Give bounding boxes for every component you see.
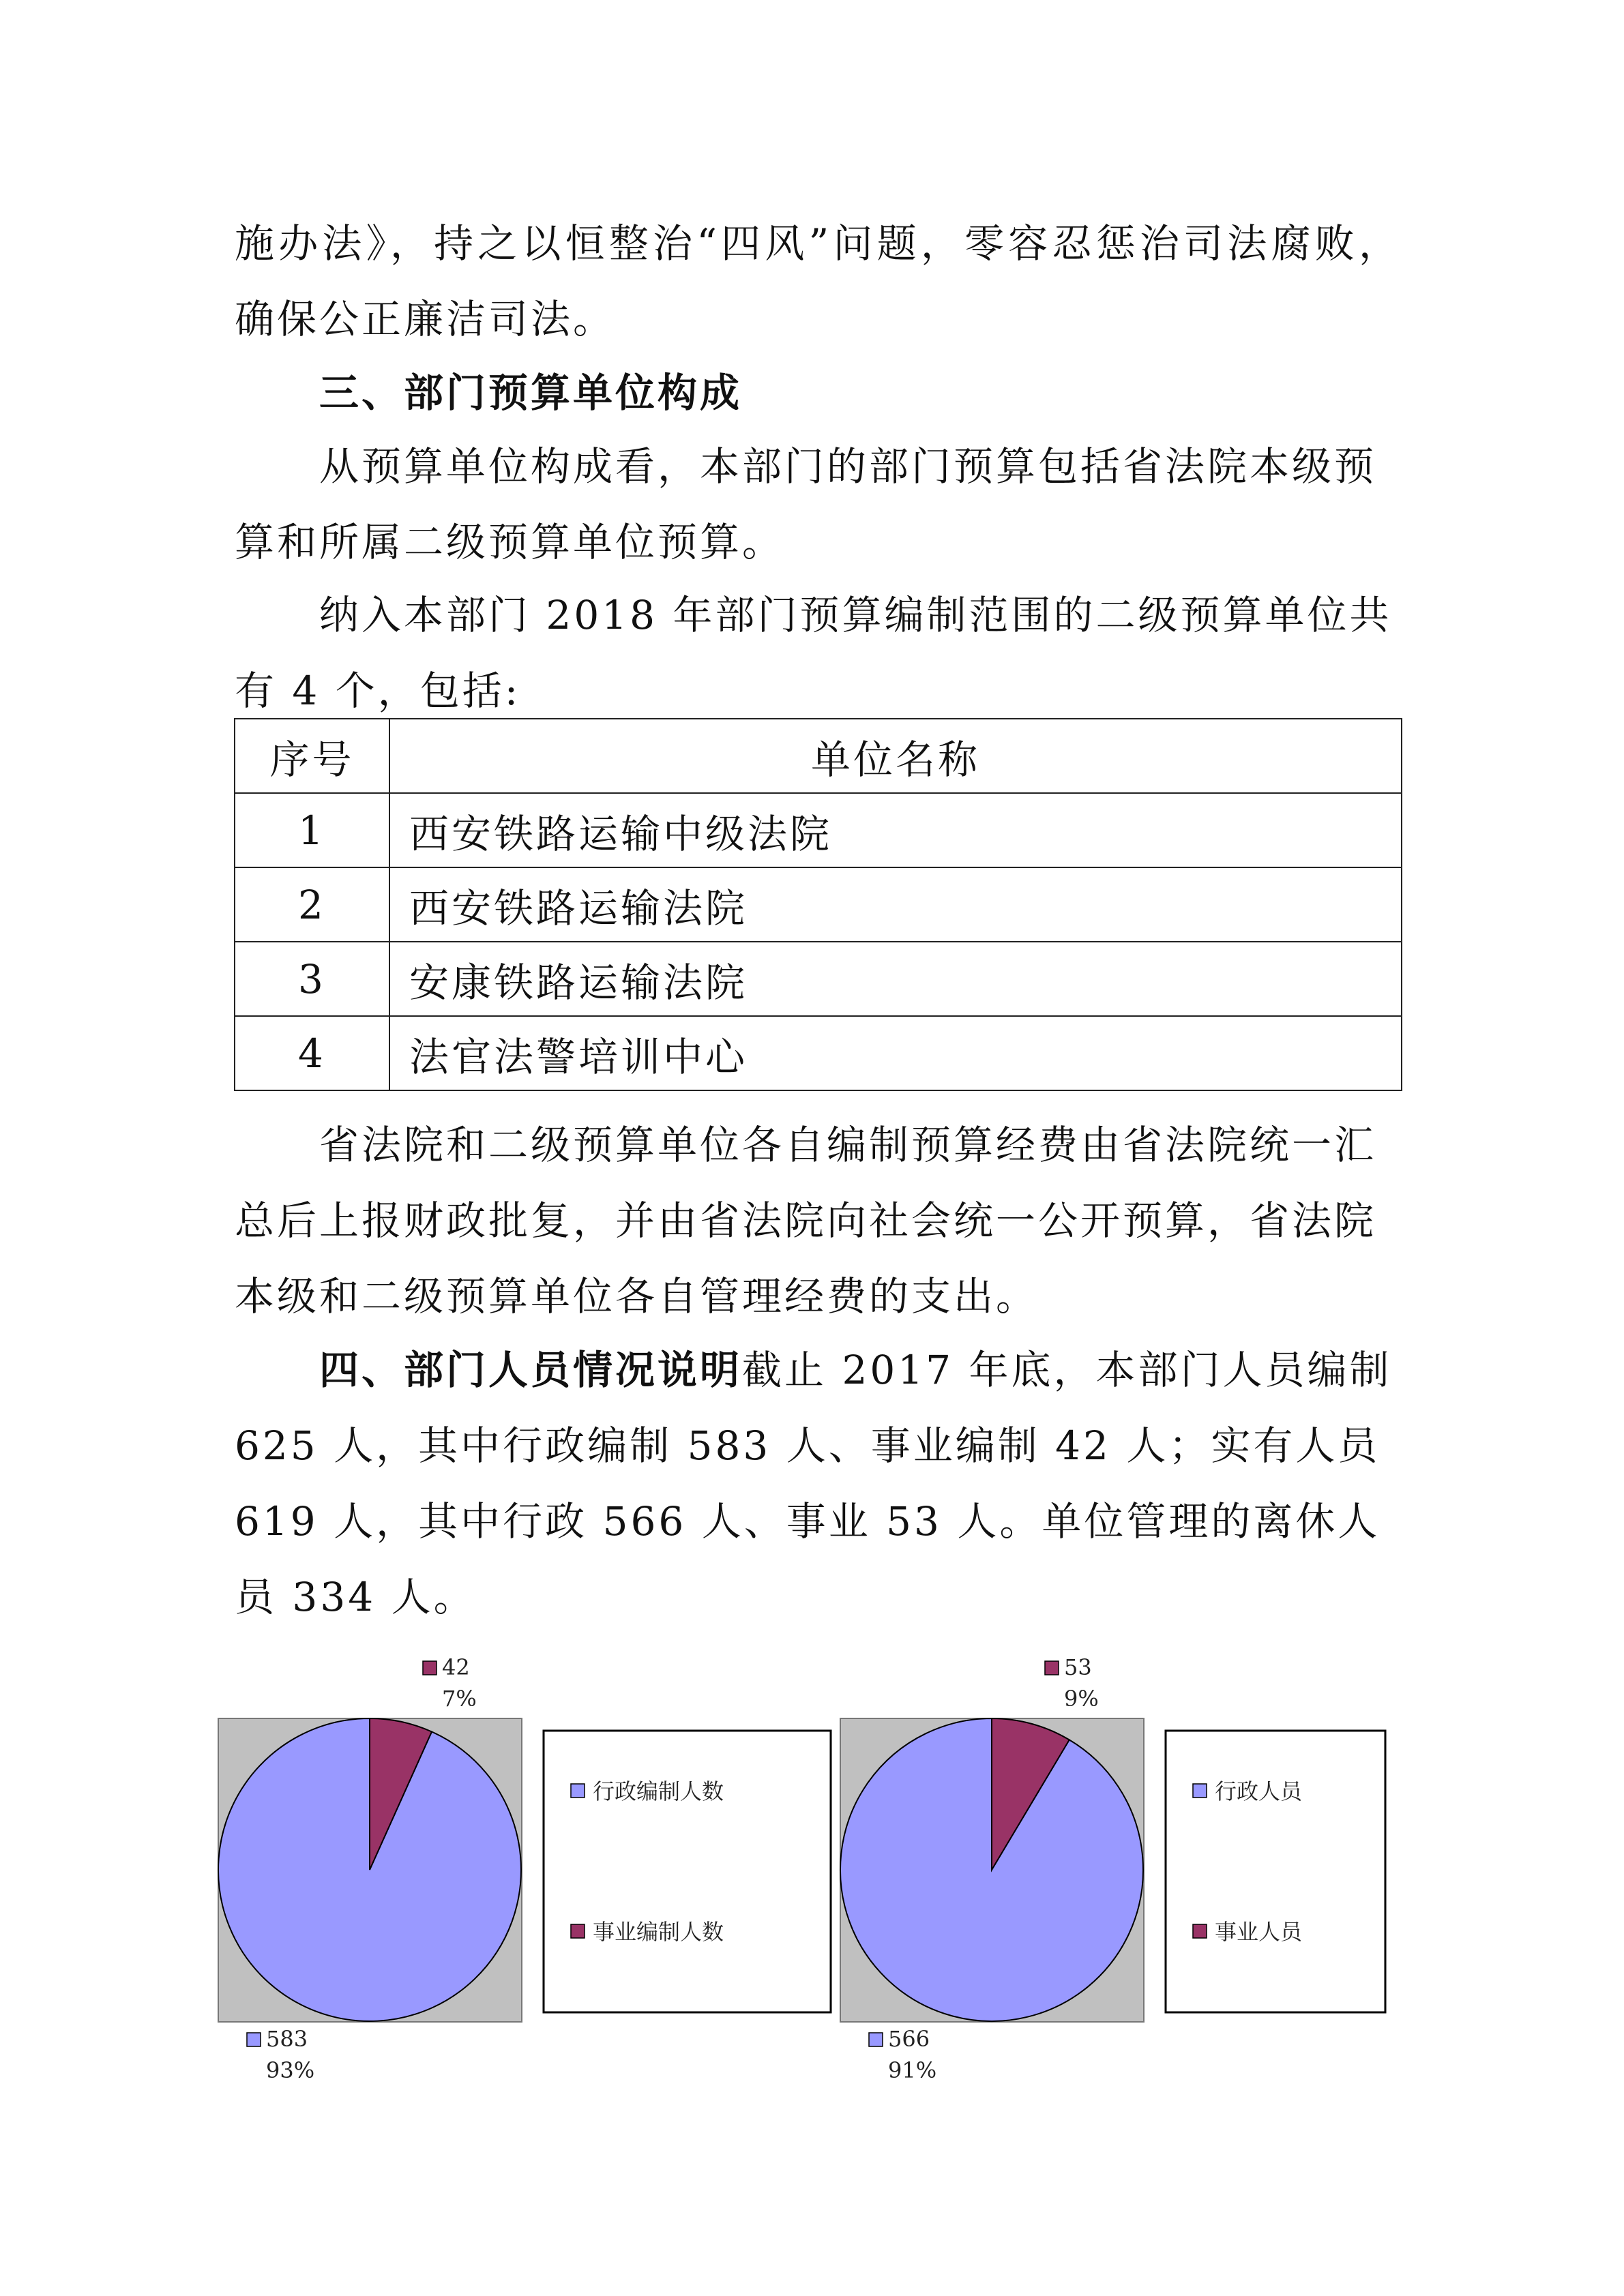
table-cell-name: 西安铁路运输中级法院 [389,793,1402,867]
table-cell-no: 1 [235,793,389,867]
table-header-row [235,719,1402,793]
unit-table [234,718,1402,1091]
legend-label: 事业编制人数 [593,1919,724,1945]
pie-chart-actual-staff [827,1650,1406,2128]
table-cell-name: 安康铁路运输法院 [389,942,1402,1016]
table-cell-no: 3 [235,942,389,1016]
table-row [235,1016,1402,1090]
data-label-value: 583 [266,2026,308,2052]
table-row [235,942,1402,1016]
table-row [235,867,1402,942]
data-label-key [1045,1661,1059,1675]
paragraph-unit-count: 纳入本部门 2018 年部门预算编制范围的二级预算单位共有 4 个，包括: [235,592,1392,714]
data-label-percent: 91% [888,2057,937,2083]
paragraph-budget-process: 省法院和二级预算单位各自编制预算经费由省法院统一汇总后上报财政批复，并由省法院向社会统一公开预算，省法院本级和二级预算单位各自管理经费的支出。 [235,1122,1377,1320]
section-heading-4: 四、部门人员情况说明 [319,1347,743,1393]
legend-label: 事业人员 [1215,1919,1303,1945]
data-label-percent: 9% [1064,1686,1099,1712]
paragraph-staffing [235,1332,1401,1635]
table-header-no: 序号 [235,719,389,793]
paragraph-continuation-line1: 施办法》，持之以恒整治“四风”问题，零容忍惩治司法腐败， [235,220,1401,267]
paragraph-continuation-line2: 确保公正廉洁司法。 [235,296,616,342]
legend-key [571,1924,585,1938]
legend-key [571,1784,585,1798]
table-cell-name: 法官法警培训中心 [389,1016,1402,1090]
table-cell-no: 2 [235,867,389,942]
data-label-key [869,2033,883,2046]
staffing-text: 截止 2017 年底，本部门人员编制 625 人，其中行政编制 583 人、事业编制 42 人；实有人员 619 人，其中行政 566 人、事业 53 人。单位管理的离休人员 334 人。 [235,1347,1392,1620]
legend-label: 行政编制人数 [593,1778,724,1804]
data-label-value: 566 [888,2026,930,2052]
section-heading-3: 三、部门预算单位构成 [319,370,743,416]
legend-box [1166,1731,1385,2012]
pie-chart-establishment [205,1650,784,2114]
table-cell-no: 4 [235,1016,389,1090]
table-cell-name: 西安铁路运输法院 [389,867,1402,942]
legend-label: 行政人员 [1215,1778,1303,1804]
data-label-key [423,1661,437,1675]
data-label-percent: 7% [442,1686,477,1712]
table-header-name: 单位名称 [389,719,1402,793]
paragraph-budget-units: 从预算单位构成看，本部门的部门预算包括省法院本级预算和所属二级预算单位预算。 [235,443,1377,565]
data-label-value: 42 [442,1654,470,1680]
data-label-value: 53 [1064,1654,1092,1680]
legend-key [1193,1784,1207,1798]
legend-box [544,1731,831,2012]
data-label-percent: 93% [266,2057,315,2083]
table-row [235,793,1402,867]
legend-key [1193,1924,1207,1938]
data-label-key [247,2033,261,2046]
